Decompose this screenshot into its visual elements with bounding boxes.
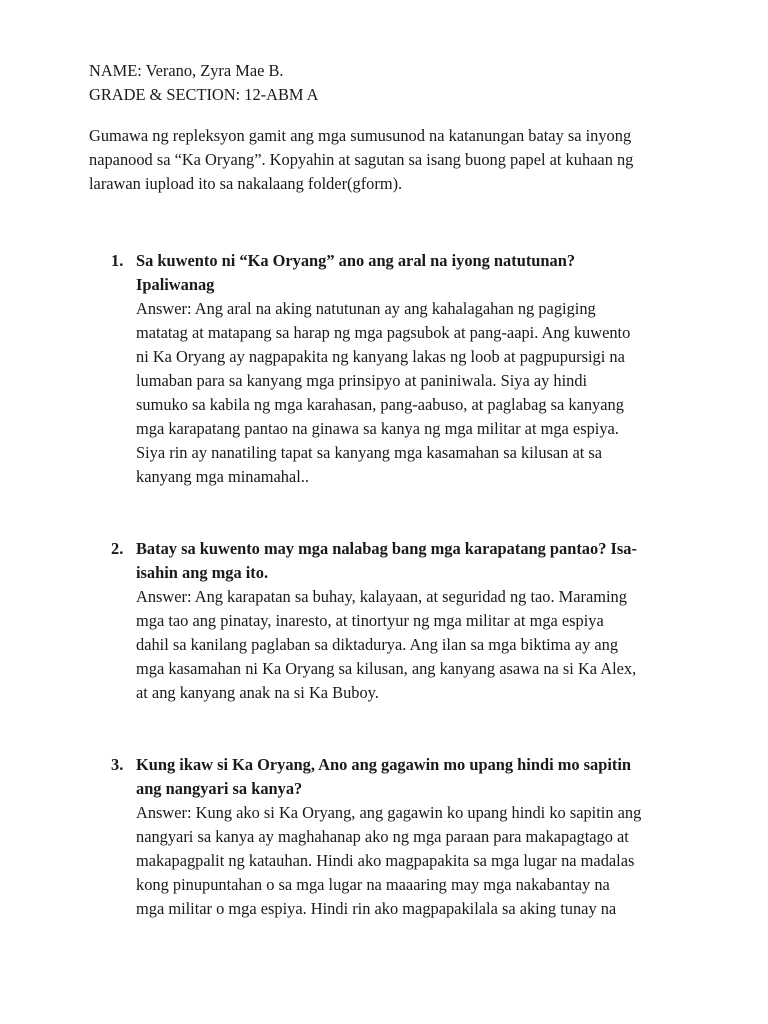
answer-text — [136, 297, 696, 489]
answer-line: ni Ka Oryang ay nagpapakita ng kanyang lakas ng loob at pagpupursigi na — [136, 347, 625, 366]
question-body — [136, 249, 696, 489]
question-line: Kung ikaw si Ka Oryang, Ano ang gagawin mo upang hindi mo sapitin — [136, 755, 632, 774]
answer-text — [136, 585, 696, 705]
instructions-line: Gumawa ng repleksyon gamit ang mga sumusunod na katanungan batay sa inyong — [89, 126, 632, 145]
answer-line: mga kasamahan ni Ka Oryang sa kilusan, ang kanyang asawa na si Ka Alex, — [136, 659, 637, 678]
answer-line: nangyari sa kanya ay maghahanap ako ng mga paraan para makapagtago at — [136, 827, 629, 846]
answer-line: dahil sa kanilang paglaban sa diktadurya. Ang ilan sa mga biktima ay ang — [136, 635, 619, 654]
answer-line: Answer: Ang aral na aking natutunan ay ang kahalagahan ng pagiging — [136, 299, 596, 318]
answer-line: mga karapatang pantao na ginawa sa kanya ng mga militar at mga espiya. — [136, 419, 619, 438]
question-number: 1. — [111, 251, 124, 270]
instructions-paragraph — [89, 124, 689, 196]
question-line: Batay sa kuwento may mga nalabag bang mga karapatang pantao? Isa- — [136, 539, 637, 558]
answer-line: Siya rin ay nanatiling tapat sa kanyang mga kasamahan sa kilusan at sa — [136, 443, 603, 462]
question-body — [136, 537, 696, 705]
question-line: ang nangyari sa kanya? — [136, 779, 303, 798]
instructions-line: larawan iupload ito sa nakalaang folder(gform). — [89, 174, 403, 193]
answer-line: makapagpalit ng katauhan. Hindi ako magpapakita sa mga lugar na madalas — [136, 851, 635, 870]
answer-line: Answer: Ang karapatan sa buhay, kalayaan, at seguridad ng tao. Maraming — [136, 587, 627, 606]
answer-line: kanyang mga minamahal.. — [136, 467, 309, 486]
question-text — [136, 249, 696, 297]
answer-text — [136, 801, 696, 921]
question-number: 3. — [111, 755, 124, 774]
question-line: Sa kuwento ni “Ka Oryang” ano ang aral na iyong natutunan? — [136, 251, 576, 270]
question-text — [136, 753, 696, 801]
question-number: 2. — [111, 539, 124, 558]
answer-line: kong pinupuntahan o sa mga lugar na maaaring may mga nakabantay na — [136, 875, 610, 894]
student-name-line: NAME: Verano, Zyra Mae B. — [89, 61, 284, 80]
instructions-line: napanood sa “Ka Oryang”. Kopyahin at sagutan sa isang buong papel at kuhaan ng — [89, 150, 634, 169]
answer-line: at ang kanyang anak na si Ka Buboy. — [136, 683, 379, 702]
grade-section-line: GRADE & SECTION: 12-ABM A — [89, 85, 319, 104]
answer-line: lumaban para sa kanyang mga prinsipyo at paniniwala. Siya ay hindi — [136, 371, 588, 390]
answer-line: Answer: Kung ako si Ka Oryang, ang gagawin ko upang hindi ko sapitin ang — [136, 803, 642, 822]
answer-line: mga tao ang pinatay, inaresto, at tinortyur ng mga militar at mga espiya — [136, 611, 604, 630]
answer-line: mga militar o mga espiya. Hindi rin ako magpapakilala sa aking tunay na — [136, 899, 617, 918]
answer-line: matatag at matapang sa harap ng mga pagsubok at pang-aapi. Ang kuwento — [136, 323, 631, 342]
question-text — [136, 537, 696, 585]
answer-line: sumuko sa kabila ng mga karahasan, pang-aabuso, at paglabag sa kanyang — [136, 395, 624, 414]
question-line: isahin ang mga ito. — [136, 563, 269, 582]
student-header — [89, 59, 689, 107]
question-line: Ipaliwanag — [136, 275, 215, 294]
question-body — [136, 753, 696, 921]
